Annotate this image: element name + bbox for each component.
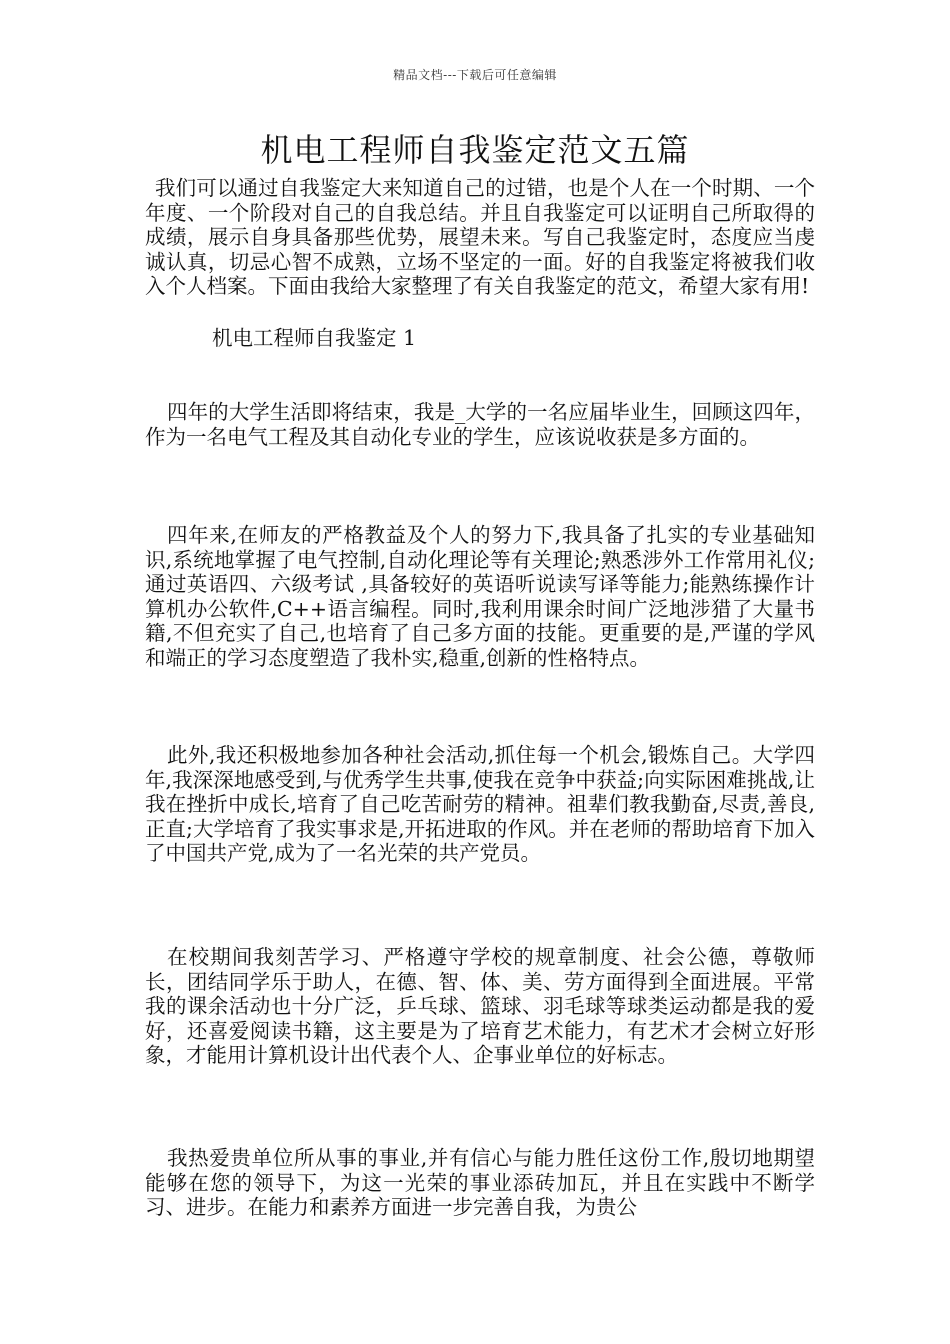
body-paragraph-4: 在校期间我刻苦学习、严格遵守学校的规章制度、社会公德，尊敬师长，团结同学乐于助人，在德、智、体、美、劳方面得到全面进展。平常我的课余活动也十分广泛，乒乓球、篮球、羽毛球等球类运动都是我的爱好，还喜爱阅读书籍，这主要是为了培育艺术能力，有艺术才会树立好形象，才能用计算机设计出代表个人、企事业单位的好标志。	[145, 945, 815, 1067]
body-paragraph-2: 四年来,在师友的严格教益及个人的努力下,我具备了扎实的专业基础知识,系统地掌握了电气控制,自动化理论等有关理论;熟悉涉外工作常用礼仪;通过英语四、六级考试 ,具备较好的英语听说读写译等能力;能熟练操作计算机办公软件,C++语言编程。同时,我利用课余时间广泛地涉猎了大量书籍,不但充实了自己,也培育了自己多方面的技能。更重要的是,严谨的学风和端正的学习态度塑造了我朴实,稳重,创新的性格特点。	[145, 523, 815, 670]
body-paragraph-1: 四年的大学生活即将结束，我是_大学的一名应届毕业生，回顾这四年，作为一名电气工程及其自动化专业的学生，应该说收获是多方面的。	[145, 400, 815, 449]
section-heading: 机电工程师自我鉴定 1	[212, 326, 417, 350]
header-note: 精品文档---下载后可任意编辑	[393, 68, 557, 82]
document-title: 机电工程师自我鉴定范文五篇	[260, 131, 690, 169]
body-paragraph-3: 此外,我还积极地参加各种社会活动,抓住每一个机会,锻炼自己。大学四年,我深深地感受到,与优秀学生共事,使我在竞争中获益;向实际困难挑战,让我在挫折中成长,培育了自己吃苦耐劳的精神。祖辈们教我勤奋,尽责,善良,正直;大学培育了我实事求是,开拓进取的作风。并在老师的帮助培育下加入了中国共产党,成为了一名光荣的共产党员。	[145, 743, 815, 865]
intro-paragraph: 我们可以通过自我鉴定大来知道自己的过错，也是个人在一个时期、一个年度、一个阶段对自己的自我总结。并且自我鉴定可以证明自己所取得的成绩，展示自身具备那些优势，展望未来。写自己我鉴定时，态度应当虔诚认真，切忌心智不成熟，立场不坚定的一面。好的自我鉴定将被我们收入个人档案。下面由我给大家整理了有关自我鉴定的范文，希望大家有用!	[145, 176, 815, 298]
body-paragraph-5: 我热爱贵单位所从事的事业,并有信心与能力胜任这份工作,殷切地期望能够在您的领导下，为这一光荣的事业添砖加瓦，并且在实践中不断学习、进步。在能力和素养方面进一步完善自我，为贵公	[145, 1146, 815, 1219]
